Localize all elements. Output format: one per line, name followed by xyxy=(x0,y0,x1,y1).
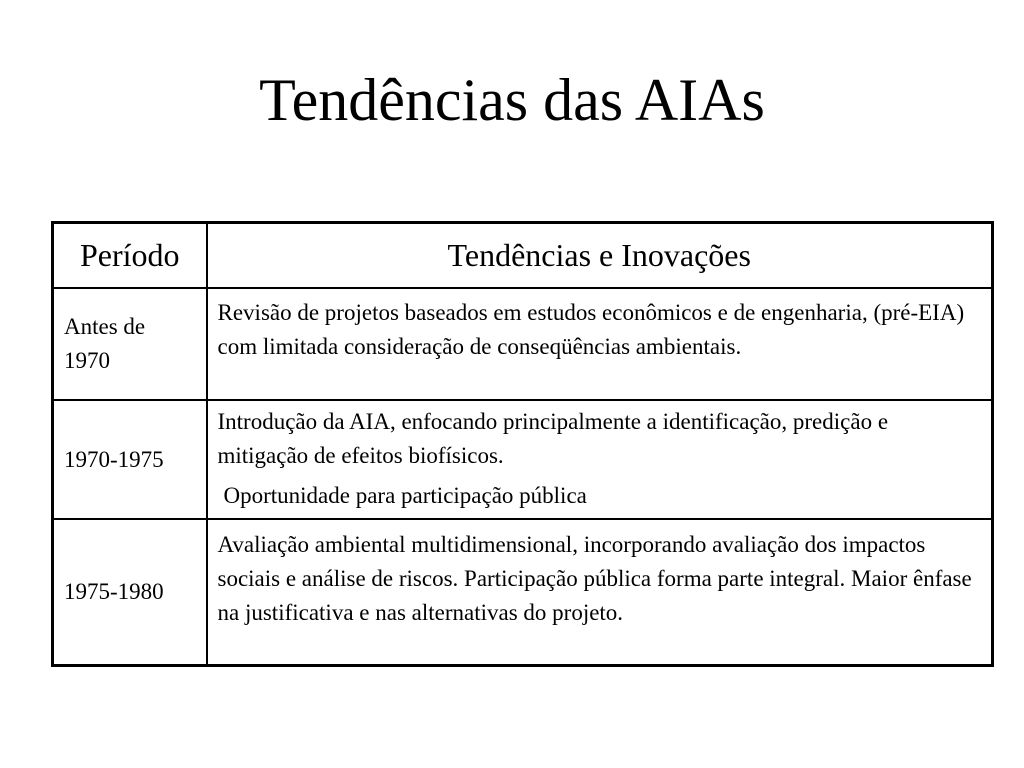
column-header-trends: Tendências e Inovações xyxy=(207,223,993,289)
trend-text: Avaliação ambiental multidimensional, incorporando avaliação dos impactos sociais e análise de riscos. Participação pública forma parte integral. Maior ênfase na justificativa e nas alternativas do projeto. xyxy=(217,532,972,625)
table-header-row xyxy=(53,223,993,289)
column-header-period: Período xyxy=(53,223,207,289)
trends-table xyxy=(51,221,994,667)
slide-title: Tendências das AIAs xyxy=(259,67,765,133)
trend-text: Revisão de projetos baseados em estudos econômicos e de engenharia, (pré-EIA) com limitada consideração de conseqüências ambientais. xyxy=(217,300,965,359)
period-cell: 1970-1975 xyxy=(53,400,207,519)
trends-cell xyxy=(207,400,993,519)
trends-cell xyxy=(207,519,993,665)
period-cell: Antes de 1970 xyxy=(53,288,207,400)
period-cell: 1975-1980 xyxy=(53,519,207,665)
trend-text: Oportunidade para participação pública xyxy=(223,483,587,508)
table-row xyxy=(53,288,993,400)
table-row xyxy=(53,400,993,519)
trend-text: Introdução da AIA, enfocando principalmente a identificação, predição e mitigação de efeitos biofísicos. xyxy=(217,409,889,468)
table-row xyxy=(53,519,993,665)
trends-cell xyxy=(207,288,993,400)
